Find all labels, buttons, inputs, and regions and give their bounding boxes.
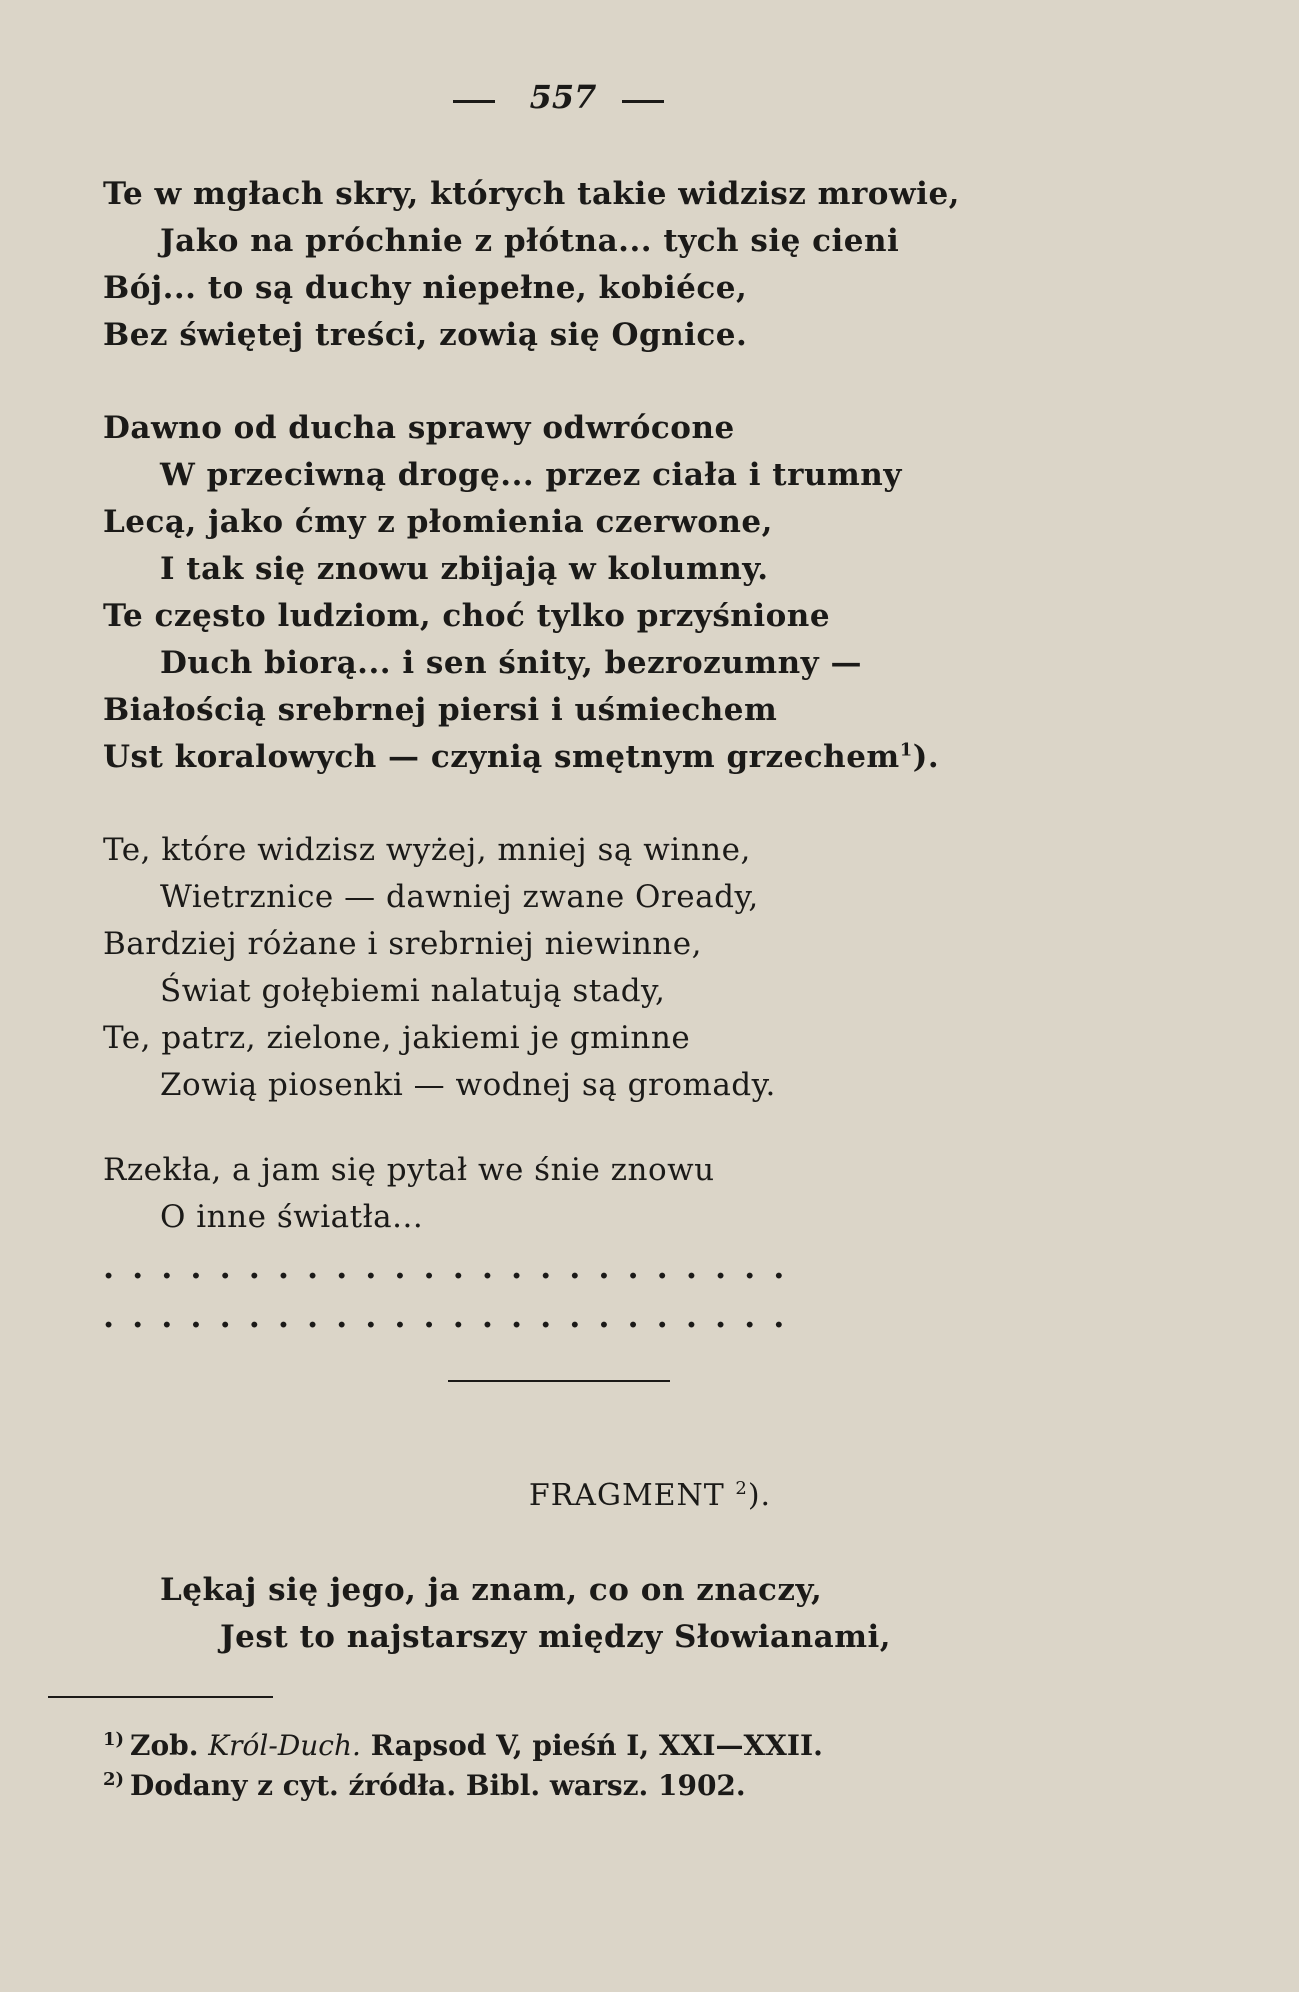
verse-line: Duch biorą... i sen śnity, bezrozumny —: [160, 645, 862, 681]
footnote-marker: 1): [103, 1729, 125, 1750]
verse-line: Rzekła, a jam się pytał we śnie znowu: [103, 1152, 715, 1188]
verse-line: Te, które widzisz wyżej, mniej są winne,: [103, 832, 751, 868]
section-divider: [448, 1380, 670, 1382]
footnote-title: Król-Duch.: [208, 1729, 361, 1762]
page-header: [0, 78, 1299, 128]
verse-line: Jako na próchnie z płótna... tych się cieni: [160, 223, 900, 259]
verse-line: Zowią piosenki — wodnej są gromady.: [160, 1067, 776, 1103]
footnote-rest: Rapsod V, pieśń I, XXI—XXII.: [370, 1729, 823, 1762]
footnote-ref: 2: [735, 1478, 748, 1499]
verse-line: I tak się znowu zbijają w kolumny.: [160, 551, 769, 587]
section-title-text: FRAGMENT: [528, 1478, 725, 1513]
verse-line: Bój... to są duchy niepełne, kobiéce,: [103, 270, 748, 306]
verse-line: Te często ludziom, choć tylko przyśnione: [103, 598, 831, 634]
header-dash-left: [453, 100, 495, 103]
verse-punct: ).: [912, 739, 940, 775]
verse-line: Lękaj się jego, ja znam, co on znaczy,: [160, 1572, 823, 1608]
verse-line: Wietrznice — dawniej zwane Oready,: [160, 879, 759, 915]
footnote-text: Dodany z cyt. źródła. Bibl. warsz. 1902.: [130, 1769, 746, 1802]
section-title-punct: ).: [747, 1478, 772, 1513]
verse-line-with-ref: [103, 739, 939, 775]
footnote-marker: 2): [103, 1769, 125, 1790]
ellipsis-row: ........................: [103, 1297, 803, 1335]
footnote-ref: 1: [899, 739, 913, 761]
page-number: 557: [529, 78, 597, 116]
ellipsis-row: ........................: [103, 1248, 803, 1286]
verse-line: Te w mgłach skry, których takie widzisz mrowie,: [103, 176, 960, 212]
header-dash-right: [622, 100, 664, 103]
footnote-divider: [48, 1696, 273, 1698]
footnote-prefix: Zob.: [130, 1729, 199, 1762]
verse-line: Świat gołębiemi nalatują stady,: [160, 973, 666, 1009]
verse-line: Jest to najstarszy między Słowianami,: [220, 1619, 892, 1655]
verse-text: Ust koralowych — czynią smętnym grzechem: [103, 739, 900, 775]
verse-line: Bez świętej treści, zowią się Ognice.: [103, 317, 748, 353]
verse-line: Te, patrz, zielone, jakiemi je gminne: [103, 1020, 691, 1056]
verse-line: W przeciwną drogę... przez ciała i trumny: [160, 457, 902, 493]
verse-line: Białością srebrnej piersi i uśmiechem: [103, 692, 778, 728]
verse-line: Lecą, jako ćmy z płomienia czerwone,: [103, 504, 773, 540]
footnote-1: [103, 1729, 823, 1762]
section-title: [350, 1478, 950, 1513]
verse-line: Dawno od ducha sprawy odwrócone: [103, 410, 735, 446]
verse-line: Bardziej różane i srebrniej niewinne,: [103, 926, 702, 962]
verse-line: O inne światła...: [160, 1199, 424, 1235]
footnote-2: [103, 1769, 746, 1802]
